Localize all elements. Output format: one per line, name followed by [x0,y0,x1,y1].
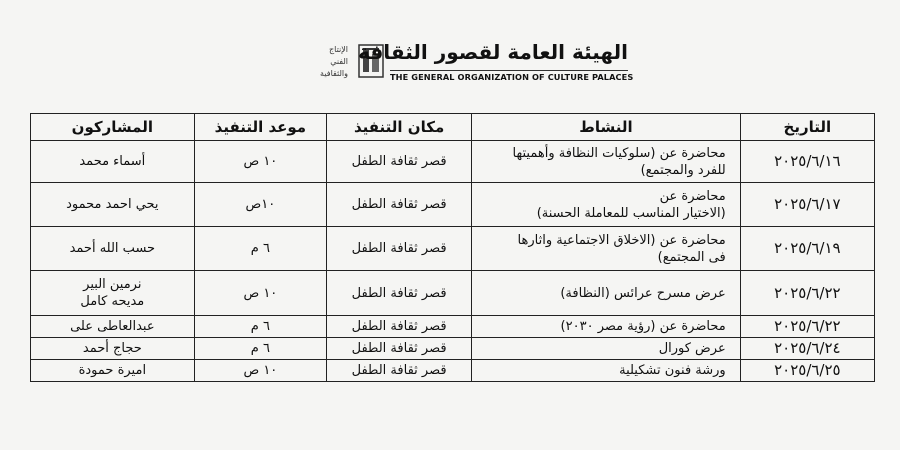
header [300,40,634,90]
table-row [31,183,875,227]
cell-activity: ورشة فنون تشكيلية [472,360,741,382]
cell-place: قصر ثقافة الطفل [327,183,472,227]
cell-date: ٢٠٢٥/٦/٢٤ [740,338,874,360]
cell-time: ١٠ ص [194,360,326,382]
cell-participants: حسب الله أحمد [31,227,195,271]
cell-place: قصر ثقافة الطفل [327,360,472,382]
cell-time: ٦ م [194,316,326,338]
cell-participants: حجاج أحمد [31,338,195,360]
cell-place: قصر ثقافة الطفل [327,227,472,271]
cell-participants: أسماء محمد [31,141,195,183]
cell-place: قصر ثقافة الطفل [327,141,472,183]
header-divider [390,70,628,71]
cell-participants: يحي احمد محمود [31,183,195,227]
header-participants: المشاركون [31,114,195,141]
cell-activity: محاضرة عن (رؤية مصر ٢٠٣٠) [472,316,741,338]
cell-time: ٦ م [194,338,326,360]
header-place: مكان التنفيذ [327,114,472,141]
cell-time: ٦ م [194,227,326,271]
cell-date: ٢٠٢٥/٦/١٧ [740,183,874,227]
cell-date: ٢٠٢٥/٦/١٦ [740,141,874,183]
table-row [31,141,875,183]
cell-place: قصر ثقافة الطفل [327,338,472,360]
table-header-row [31,114,875,141]
cell-place: قصر ثقافة الطفل [327,316,472,338]
cell-activity: محاضرة عن (سلوكيات النظافة وأهميتها للفرد والمجتمع) [472,141,741,183]
cell-date: ٢٠٢٥/٦/٢٥ [740,360,874,382]
cell-participants: عبدالعاطى على [31,316,195,338]
table-row [31,316,875,338]
logo-side-text: الإنتاج الفني والثقافية [320,45,348,78]
table-row [31,338,875,360]
cell-participants: اميرة حمودة [31,360,195,382]
table-row [31,360,875,382]
table-row [31,271,875,316]
cell-date: ٢٠٢٥/٦/٢٢ [740,316,874,338]
cell-activity: محاضرة عن (الاخلاق الاجتماعية واثارها فى المجتمع) [472,227,741,271]
cell-activity: عرض كورال [472,338,741,360]
cell-time: ١٠ص [194,183,326,227]
cell-activity: محاضرة عن (الاختيار المناسب للمعاملة الحسنة) [472,183,741,227]
header-date: التاريخ [740,114,874,141]
schedule-table [30,113,875,382]
cell-activity: عرض مسرح عرائس (النظافة) [472,271,741,316]
table-row [31,227,875,271]
cell-time: ١٠ ص [194,141,326,183]
cell-participants: نرمين البير مديحه كامل [31,271,195,316]
organization-name-english: THE GENERAL ORGANIZATION OF CULTURE PALACES [390,72,634,82]
cell-time: ١٠ ص [194,271,326,316]
cell-date: ٢٠٢٥/٦/٢٢ [740,271,874,316]
header-activity: النشاط [472,114,741,141]
header-time: موعد التنفيذ [194,114,326,141]
organization-name-arabic: الهيئة العامة لقصور الثقافة [358,40,628,64]
cell-date: ٢٠٢٥/٦/١٩ [740,227,874,271]
cell-place: قصر ثقافة الطفل [327,271,472,316]
